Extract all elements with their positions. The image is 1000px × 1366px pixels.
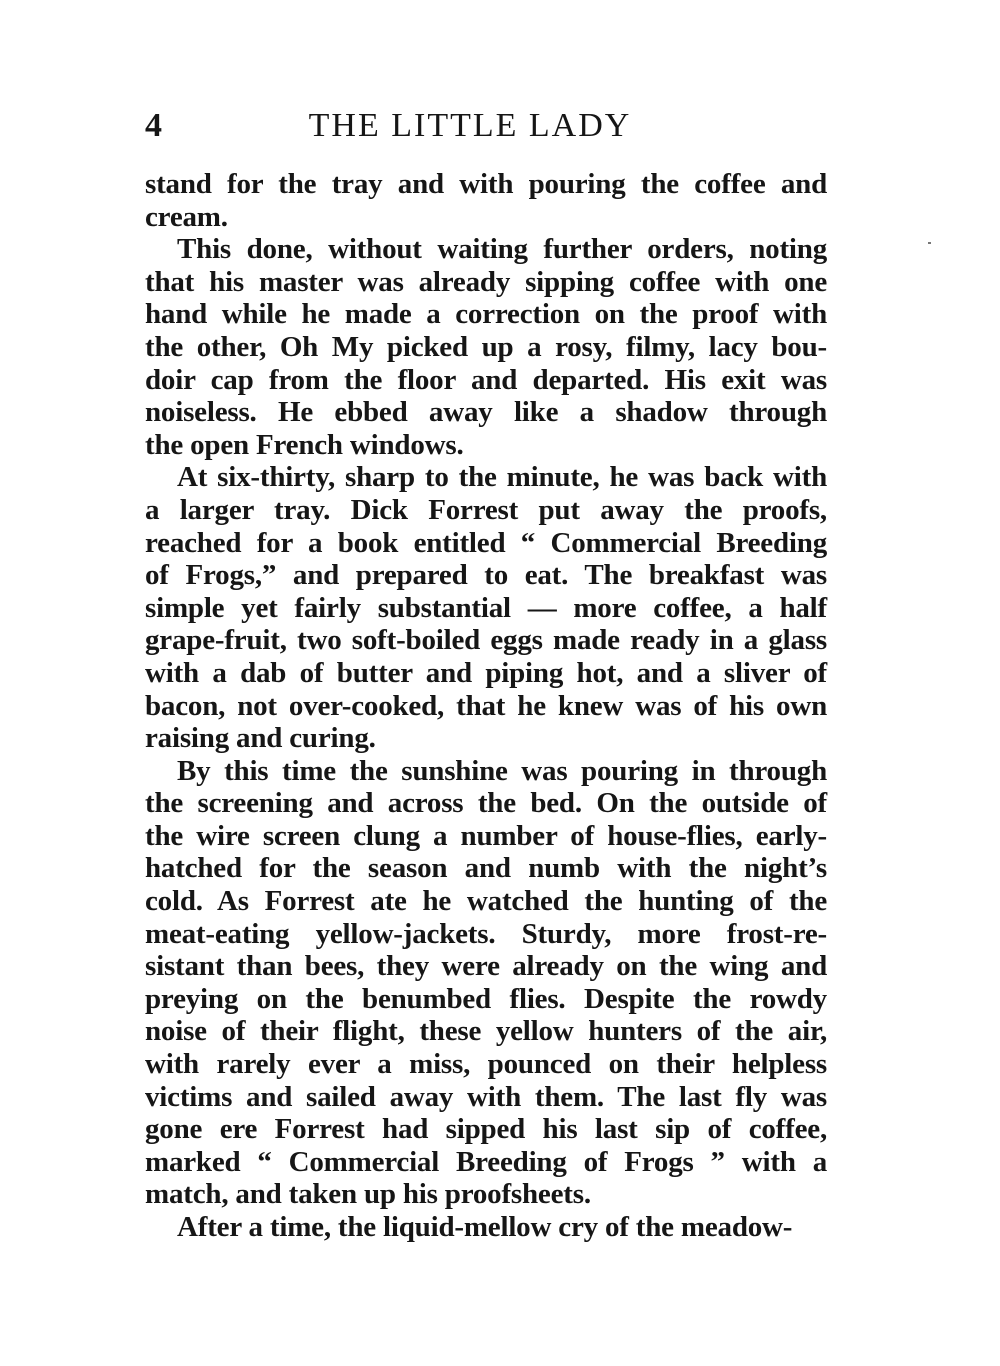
text-line: After a time, the liquid-mellow cry of the meadow- bbox=[177, 1211, 793, 1243]
text-line: sistant than bees, they were already on the wing and bbox=[145, 950, 827, 983]
text-line: This done, without waiting further orders, noting bbox=[177, 233, 827, 266]
text-line: stand for the tray and with pouring the coffee and bbox=[145, 168, 827, 200]
text-line: the other, Oh My picked up a rosy, filmy, lacy bou- bbox=[145, 330, 827, 363]
text-line: grape-fruit, two soft-boiled eggs made ready in a glass bbox=[145, 624, 827, 657]
running-head bbox=[145, 100, 825, 150]
text-line: noiseless. He ebbed away like a shadow through bbox=[145, 396, 827, 429]
page-number: 4 bbox=[145, 107, 162, 144]
text-line: the wire screen clung a number of house-flies, early- bbox=[145, 819, 827, 852]
running-title bbox=[205, 106, 825, 146]
text-line: simple yet fairly substantial — more coffee, a half bbox=[145, 591, 827, 624]
text-line: hatched for the season and numb with the night’s bbox=[145, 852, 827, 885]
text-line: of Frogs,” and prepared to eat. The breakfast was bbox=[145, 559, 827, 592]
text-line: that his master was already sipping coffee with one bbox=[145, 265, 827, 298]
text-line: At six-thirty, sharp to the minute, he was back with bbox=[177, 461, 827, 494]
text-line: By this time the sunshine was pouring in through bbox=[177, 754, 827, 787]
text-line: marked “ Commercial Breeding of Frogs ” with a bbox=[145, 1145, 827, 1178]
text-line: raising and curing. bbox=[145, 722, 376, 755]
text-line: noise of their flight, these yellow hunters of the air, bbox=[145, 1015, 827, 1048]
text-line: cold. As Forrest ate he watched the hunting of the bbox=[145, 885, 827, 918]
text-line: a larger tray. Dick Forrest put away the proofs, bbox=[145, 493, 827, 526]
text-line: match, and taken up his proofsheets. bbox=[145, 1178, 591, 1211]
running-title-text: THE LITTLE LADY bbox=[308, 107, 632, 144]
body-text bbox=[145, 168, 827, 1244]
text-line: preying on the benumbed flies. Despite the rowdy bbox=[145, 982, 827, 1015]
print-speck bbox=[928, 242, 931, 244]
text-line: hand while he made a correction on the proof with bbox=[145, 298, 827, 331]
text-line: doir cap from the floor and departed. His exit was bbox=[145, 363, 827, 396]
text-line: with rarely ever a miss, pounced on their helpless bbox=[145, 1048, 827, 1081]
text-line: the screening and across the bed. On the outside of bbox=[145, 787, 827, 820]
text-line: gone ere Forrest had sipped his last sip of coffee, bbox=[145, 1113, 827, 1146]
text-line: the open French windows. bbox=[145, 428, 464, 461]
text-line: reached for a book entitled “ Commercial Breeding bbox=[145, 526, 827, 559]
text-line: bacon, not over-cooked, that he knew was of his own bbox=[145, 689, 827, 722]
text-line: cream. bbox=[145, 200, 228, 233]
text-line: with a dab of butter and piping hot, and a sliver of bbox=[145, 656, 827, 689]
text-line: victims and sailed away with them. The last fly was bbox=[145, 1080, 827, 1113]
text-line: meat-eating yellow-jackets. Sturdy, more frost-re- bbox=[145, 917, 827, 950]
